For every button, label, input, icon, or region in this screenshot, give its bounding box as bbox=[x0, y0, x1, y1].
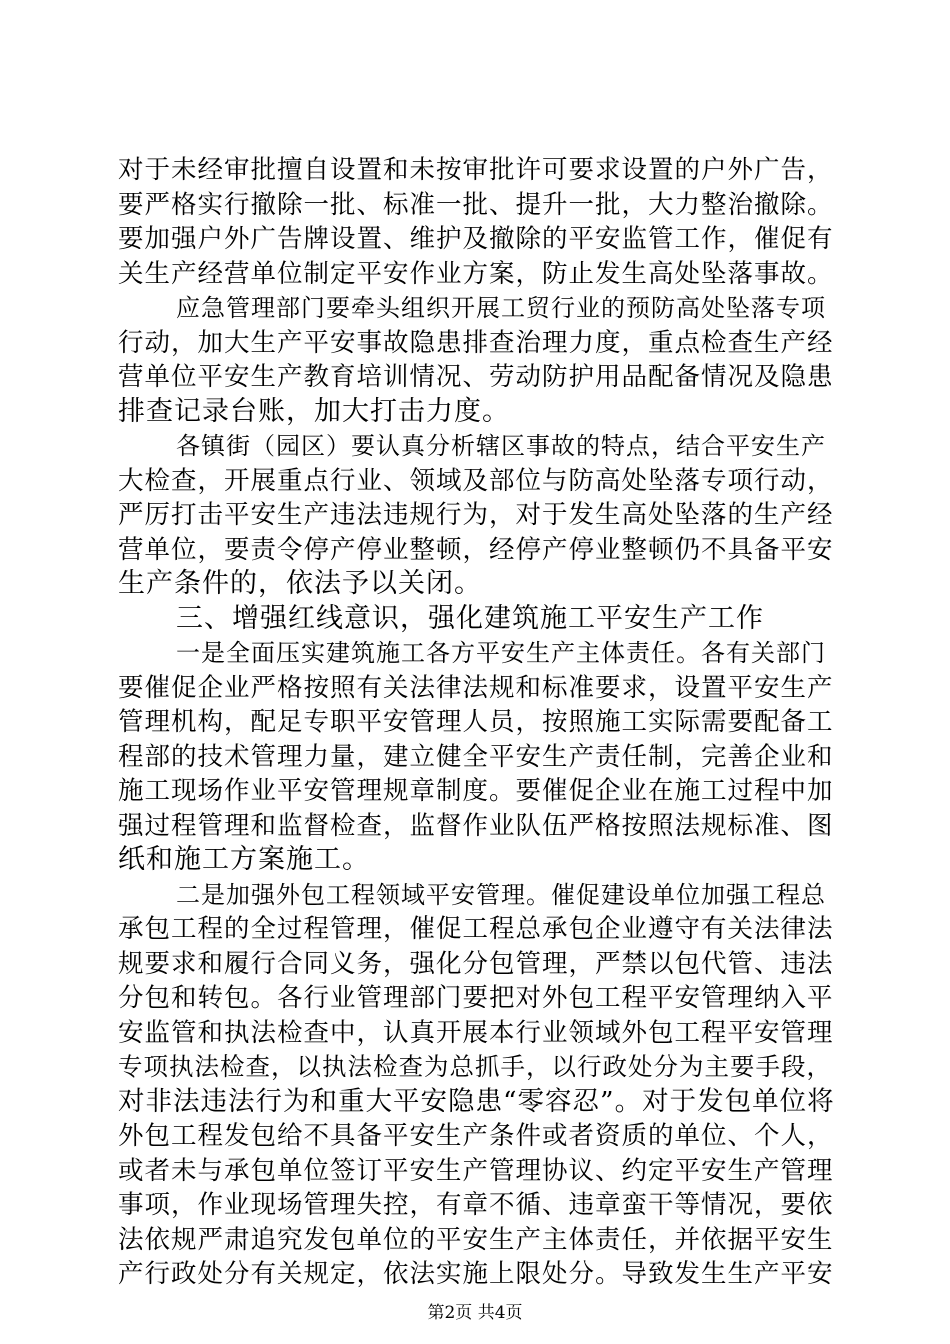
text-line: 程部的技术管理力量，建立健全平安生产责任制，完善企业和 bbox=[118, 741, 834, 772]
section-heading: 三、增强红线意识，强化建筑施工平安生产工作 bbox=[176, 602, 764, 634]
text-line: 严厉打击平安生产违法违规行为，对于发生高处坠落的生产经 bbox=[118, 500, 834, 530]
text-line: 施工现场作业平安管理规章制度。要催促企业在施工过程中加 bbox=[118, 776, 834, 806]
paragraph-start-line: 各镇街（园区）要认真分析辖区事故的特点，结合平安生产 bbox=[176, 432, 826, 460]
text-line: 关生产经营单位制定平安作业方案，防止发生高处坠落事故。 bbox=[118, 258, 834, 289]
text-line: 分包和转包。各行业管理部门要把对外包工程平安管理纳入平 bbox=[118, 983, 834, 1013]
text-line: 强过程管理和监督检查，监督作业队伍严格按照法规标准、图 bbox=[118, 810, 834, 841]
text-line: 大检查，开展重点行业、领域及部位与防高处坠落专项行动， bbox=[118, 465, 834, 496]
text-line: 外包工程发包给不具备平安生产条件或者资质的单位、个人， bbox=[118, 1121, 834, 1151]
text-line: 行动，加大生产平安事故隐患排查治理力度，重点检查生产经 bbox=[118, 327, 834, 358]
text-line: 或者未与承包单位签订平安生产管理协议、约定平安生产管理 bbox=[118, 1155, 834, 1186]
text-line: 要严格实行撤除一批、标准一批、提升一批，大力整治撤除。 bbox=[118, 189, 834, 220]
paragraph-start-line: 二是加强外包工程领域平安管理。催促建设单位加强工程总 bbox=[176, 880, 826, 909]
text-line: 要加强户外广告牌设置、维护及撤除的平安监管工作，催促有 bbox=[118, 224, 834, 254]
text-line: 排查记录台账，加大打击力度。 bbox=[118, 395, 510, 427]
text-line: 法依规严肃追究发包单位的平安生产主体责任，并依据平安生 bbox=[118, 1224, 834, 1255]
text-line: 管理机构，配足专职平安管理人员，按照施工实际需要配备工 bbox=[118, 707, 834, 737]
text-line: 承包工程的全过程管理，催促工程总承包企业遵守有关法律法 bbox=[118, 914, 834, 944]
text-line: 纸和施工方案施工。 bbox=[118, 844, 370, 875]
page-number-footer: 第2页 共4页 bbox=[427, 1303, 523, 1323]
text-line: 规要求和履行合同义务，强化分包管理，严禁以包代管、违法 bbox=[118, 948, 834, 979]
text-line: 安监管和执法检查中，认真开展本行业领域外包工程平安管理 bbox=[118, 1017, 834, 1048]
text-line: 生产条件的，依法予以关闭。 bbox=[118, 568, 482, 599]
text-line: 对于未经审批擅自设置和未按审批许可要求设置的户外广告， bbox=[118, 155, 834, 185]
text-line: 专项执法检查，以执法检查为总抓手，以行政处分为主要手段， bbox=[118, 1052, 832, 1081]
paragraph-start-line: 一是全面压实建筑施工各方平安生产主体责任。各有关部门 bbox=[176, 639, 826, 667]
text-line: 对非法违法行为和重大平安隐患“零容忍”。对于发包单位将 bbox=[118, 1085, 835, 1117]
text-line: 营单位，要责令停产停业整顿，经停产停业整顿仍不具备平安 bbox=[118, 534, 834, 565]
text-line: 事项，作业现场管理失控，有章不循、违章蛮干等情况，要依 bbox=[118, 1190, 834, 1220]
paragraph-start-line: 应急管理部门要牵头组织开展工贸行业的预防高处坠落专项 bbox=[176, 294, 826, 322]
text-line: 要催促企业严格按照有关法律法规和标准要求，设置平安生产 bbox=[118, 672, 834, 703]
text-line: 营单位平安生产教育培训情况、劳动防护用品配备情况及隐患 bbox=[118, 362, 834, 392]
text-line: 产行政处分有关规定，依法实施上限处分。导致发生生产平安 bbox=[118, 1259, 834, 1289]
